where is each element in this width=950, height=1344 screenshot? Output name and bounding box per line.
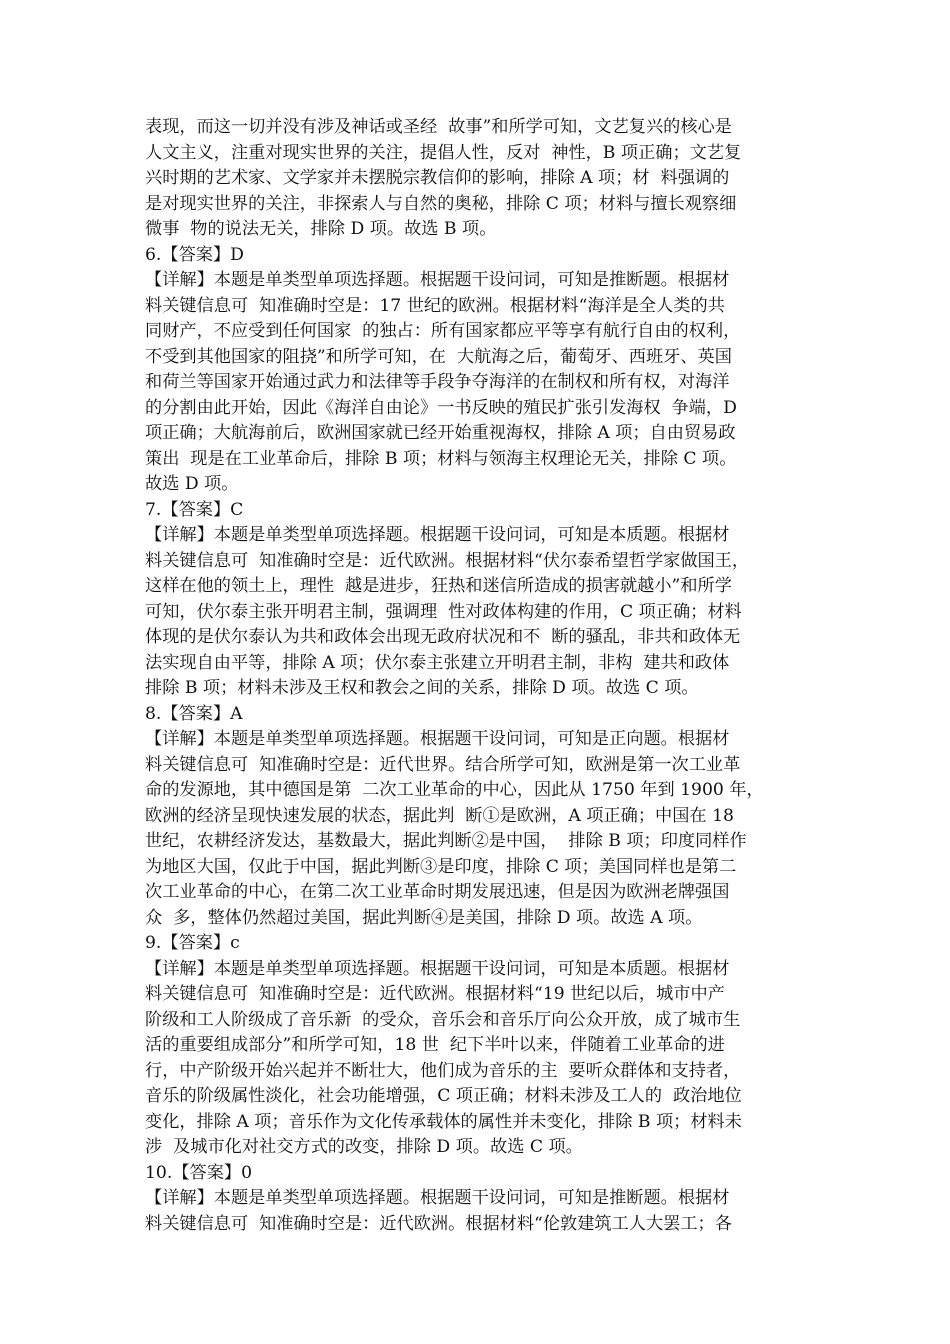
text-line: 和荷兰等国家开始通过武力和法律等手段争夺海洋的在制权和所有权，对海洋: [145, 372, 730, 392]
text-line: 欧洲的经济呈现快速发展的状态，据此判 断①是欧洲，A 项正确；中国在 18: [145, 805, 734, 826]
text-line: 微事 物的说法无关，排除 D 项。故选 B 项。: [145, 219, 497, 239]
text-line: 体现的是伏尔泰认为共和政体会出现无政府状况和不 断的骚乱，非共和政体无: [145, 627, 741, 647]
document-body: [145, 115, 810, 1237]
text-line: 为地区大国，仅此于中国，据此判断③是印度，排除 C 项；美国同样也是第二: [145, 856, 737, 877]
text-line: 是对现实世界的关注，非探索人与自然的奥秘，排除 C 项；材料与擅长观察细: [145, 193, 737, 214]
text-line: 可知，伏尔泰主张开明君主制，强调理 性对政体构建的作用，C 项正确；材料: [145, 601, 742, 622]
text-line: 阶级和工人阶级成了音乐新 的受众，音乐会和音乐厅向公众开放，成了城市生: [145, 1009, 741, 1030]
answer-heading-7: 7.【答案】C: [145, 499, 244, 520]
text-line: 【详解】本题是单类型单项选择题。根据题干设问词，可知是推断题。根据材: [145, 1188, 730, 1208]
text-line: 排除 B 项；材料未涉及王权和教会之间的关系，排除 D 项。故选 C 项。: [145, 678, 699, 698]
text-line: 变化，排除 A 项；音乐作为文化传承载体的属性并未变化，排除 B 项；材料未: [145, 1111, 742, 1132]
text-line: 故选 D 项。: [145, 474, 239, 494]
text-line: 涉 及城市化对社交方式的改变，排除 D 项。故选 C 项。: [145, 1137, 583, 1157]
text-line: 行，中产阶级开始兴起并不断壮大，他们成为音乐的主 要听众群体和支持者，: [145, 1060, 741, 1081]
answer-heading-6: 6.【答案】D: [145, 244, 244, 265]
text-line: 次工业革命的中心，在第二次工业革命时期发展迅速，但是因为欧洲老牌强国: [145, 882, 730, 902]
text-line: 【详解】本题是单类型单项选择题。根据题干设问词，可知是推断题。根据材: [145, 270, 730, 290]
text-line: 命的发源地，其中德国是第 二次工业革命的中心，因此从 1750 年到 1900 年，: [145, 780, 764, 800]
text-line: 料关键信息可 知准确时空是：近代欧洲。根据材料“伏尔泰希望哲学家做国王，: [145, 550, 750, 571]
text-line: 人文主义，注重对现实世界的关注，提倡人性，反对 神性，B 项正确；文艺复: [145, 142, 742, 163]
text-line: 的分割由此开始，因此《海洋自由论》一书反映的殖民扩张引发海权 争端，D: [145, 397, 737, 418]
text-line: 料关键信息可 知准确时空是：近代欧洲。根据材料“伦敦建筑工人大罢工；各: [145, 1213, 732, 1234]
text-line: 兴时期的艺术家、文学家并未摆脱宗教信仰的影响，排除 A 项；材 料强调的: [145, 168, 730, 188]
text-line: 活的重要组成部分”和所学可知，18 世 纪下半叶以来，伴随着工业革命的进: [145, 1035, 725, 1055]
text-line: 料关键信息可 知准确时空是：近代世界。结合所学可知，欧洲是第一次工业革: [145, 754, 741, 775]
text-line: 众 多，整体仍然超过美国，据此判断④是美国，排除 D 项。故选 A 项。: [145, 907, 703, 928]
text-line: 策出 现是在工业革命后，排除 B 项；材料与领海主权理论无关，排除 C 项。: [145, 448, 737, 469]
answer-heading-8: 8.【答案】A: [145, 703, 243, 724]
text-line: 同财产，不应受到任何国家 的独占：所有国家都应平等享有航行自由的权利，: [145, 321, 741, 341]
text-line: 料关键信息可 知准确时空是：近代欧洲。根据材料“19 世纪以后，城市中产: [145, 984, 725, 1004]
answer-heading-9: 9.【答案】c: [145, 933, 240, 953]
text-line: 这样在他的领土上，理性 越是进步，狂热和迷信所造成的损害就越小”和所学: [145, 576, 732, 596]
text-line: 项正确；大航海前后，欧洲国家就已经开始重视海权，排除 A 项；自由贸易政: [145, 423, 736, 443]
text-line: 音乐的阶级属性淡化，社会功能增强，C 项正确；材料未涉及工人的 政治地位: [145, 1086, 742, 1106]
text-line: 【详解】本题是单类型单项选择题。根据题干设问词，可知是正向题。根据材: [145, 729, 730, 749]
text-line: 【详解】本题是单类型单项选择题。根据题干设问词，可知是本质题。根据材: [145, 525, 730, 545]
text-line: 表现，而这一切并没有涉及神话或圣经 故事”和所学可知，文艺复兴的核心是: [145, 117, 732, 137]
text-line: 不受到其他国家的阻挠”和所学可知，在 大航海之后，葡萄牙、西班牙、英国: [145, 346, 732, 367]
answer-heading-10: 10.【答案】0: [145, 1162, 253, 1183]
text-line: 世纪，农耕经济发达，基数最大，据此判断②是中国， 排除 B 项；印度同样作: [145, 831, 747, 851]
text-line: 料关键信息可 知准确时空是：17 世纪的欧洲。根据材料“海洋是全人类的共: [145, 295, 725, 316]
text-line: 【详解】本题是单类型单项选择题。根据题干设问词，可知是本质题。根据材: [145, 958, 730, 979]
text-line: 法实现自由平等，排除 A 项；伏尔泰主张建立开明君主制，非构 建共和政体: [145, 652, 730, 673]
